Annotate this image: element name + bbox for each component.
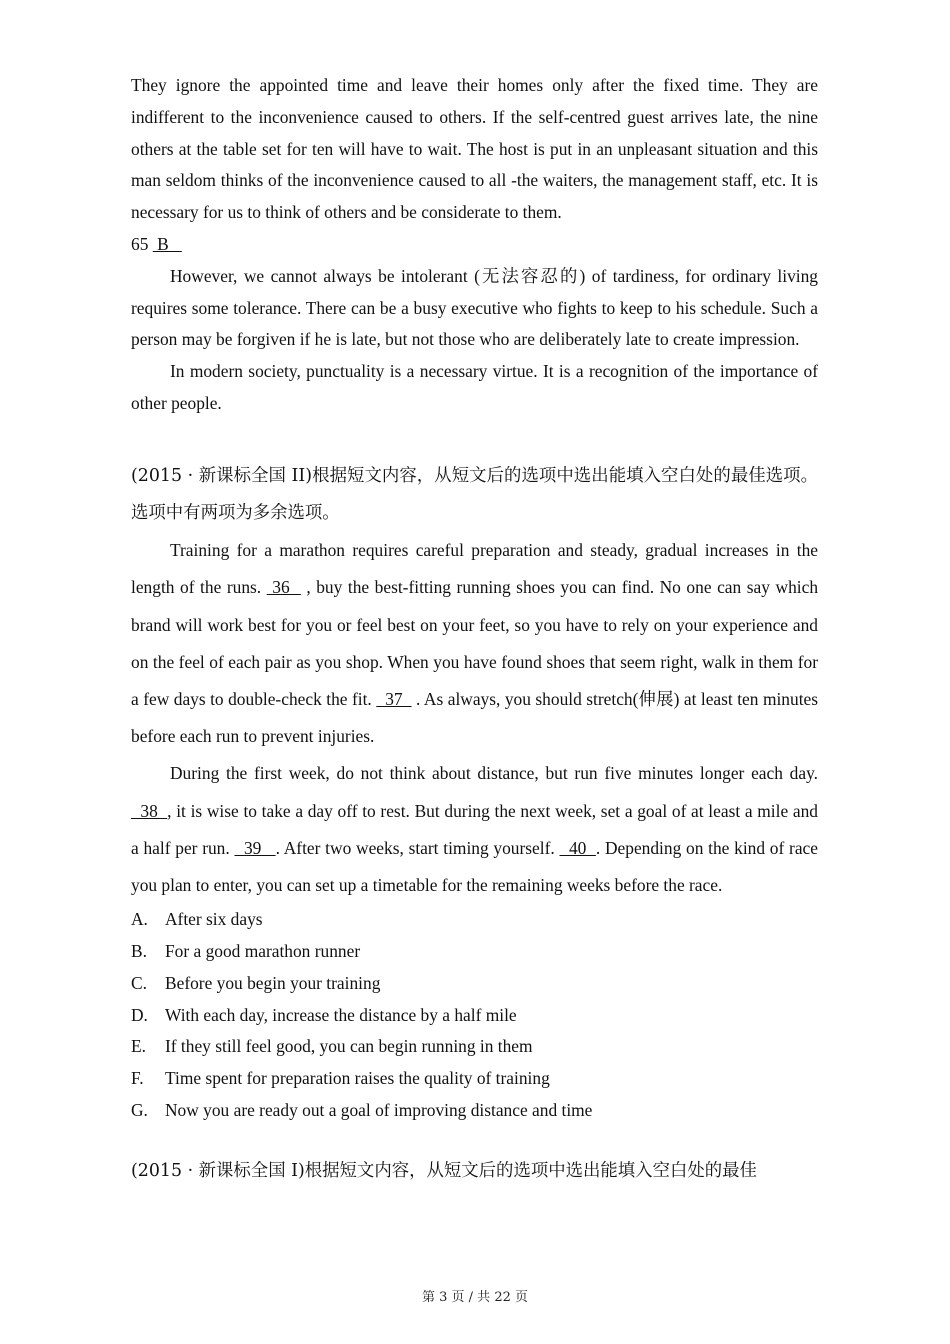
- option-item: E. If they still feel good, you can begin running in them: [131, 1036, 533, 1057]
- option-item: A. After six days: [131, 909, 263, 930]
- blank-39: 39: [234, 837, 276, 858]
- passage1-paragraph-2: However, we cannot always be intolerant (无法容忍的) of tardiness, for ordinary living requires some tolerance. There can be a busy executive who fights to keep to his schedule. Such a person may be forgiven if he is late, but not those who are deliberately late to create impression.: [131, 265, 818, 350]
- blank-37: 37: [376, 688, 412, 709]
- passage1-paragraph: They ignore the appointed time and leave their homes only after the fixed time. They are indifferent to the inconvenience caused to others. If the self-centred guest arrives late, the nine others at the table set for ten will have to wait. The host is put in an unpleasant situation and this man seldom thinks of the inconvenience caused to all -the waiters, the management staff, etc. It is necessary for us to think of others and be considerate to them. 65 B: [131, 75, 818, 254]
- option-item: D. With each day, increase the distance by a half mile: [131, 1004, 517, 1025]
- section3-header: (2015 · 新课标全国 I)根据短文内容，从短文后的选项中选出能填入空白处的最佳: [131, 1160, 757, 1181]
- section2-paragraph-1: Training for a marathon requires careful preparation and steady, gradual increases in the length of the runs. 36 , buy the best-fitting running shoes you can find. No one can say which brand will work best for you or feel best on your feet, so you have to rely on your experience and on the feel of each pair as you shop. When you have found shoes that seem right, walk in them for a few days to double-check the fit. 37 . As always, you should stretch(伸展) at least ten minutes before each run to prevent injuries.: [131, 540, 819, 747]
- question-65-number: 65: [131, 233, 149, 254]
- option-item: B. For a good marathon runner: [131, 941, 361, 961]
- document-page: [131, 70, 818, 1190]
- section2-header: (2015 · 新课标全国 II)根据短文内容，从短文后的选项中选出能填入空白处的最佳选项。选项中有两项为多余选项。: [131, 465, 818, 523]
- passage1-paragraph-3: In modern society, punctuality is a necessary virtue. It is a recognition of the importance of other people.: [131, 361, 818, 413]
- option-item: G. Now you are ready out a goal of improving distance and time: [131, 1099, 593, 1120]
- section2-paragraph-2: During the first week, do not think about distance, but run five minutes longer each day. 38 , it is wise to take a day off to rest. But during the next week, set a goal of at least a mile and a half per run. 39 . After two weeks, start timing yourself. 40 . Depending on the kind of race you plan to enter, you can set up a timetable for the remaining weeks before the race.: [131, 763, 818, 895]
- option-item: C. Before you begin your training: [131, 972, 381, 993]
- blank-40: 40: [559, 837, 596, 858]
- page-footer: 第 3 页 / 共 22 页: [422, 1290, 528, 1305]
- blank-36: 36: [266, 577, 301, 598]
- option-item: F. Time spent for preparation raises the quality of training: [131, 1068, 550, 1089]
- question-65-answer: B: [152, 233, 182, 254]
- blank-38: 38: [131, 800, 168, 821]
- options-list: [131, 904, 818, 1127]
